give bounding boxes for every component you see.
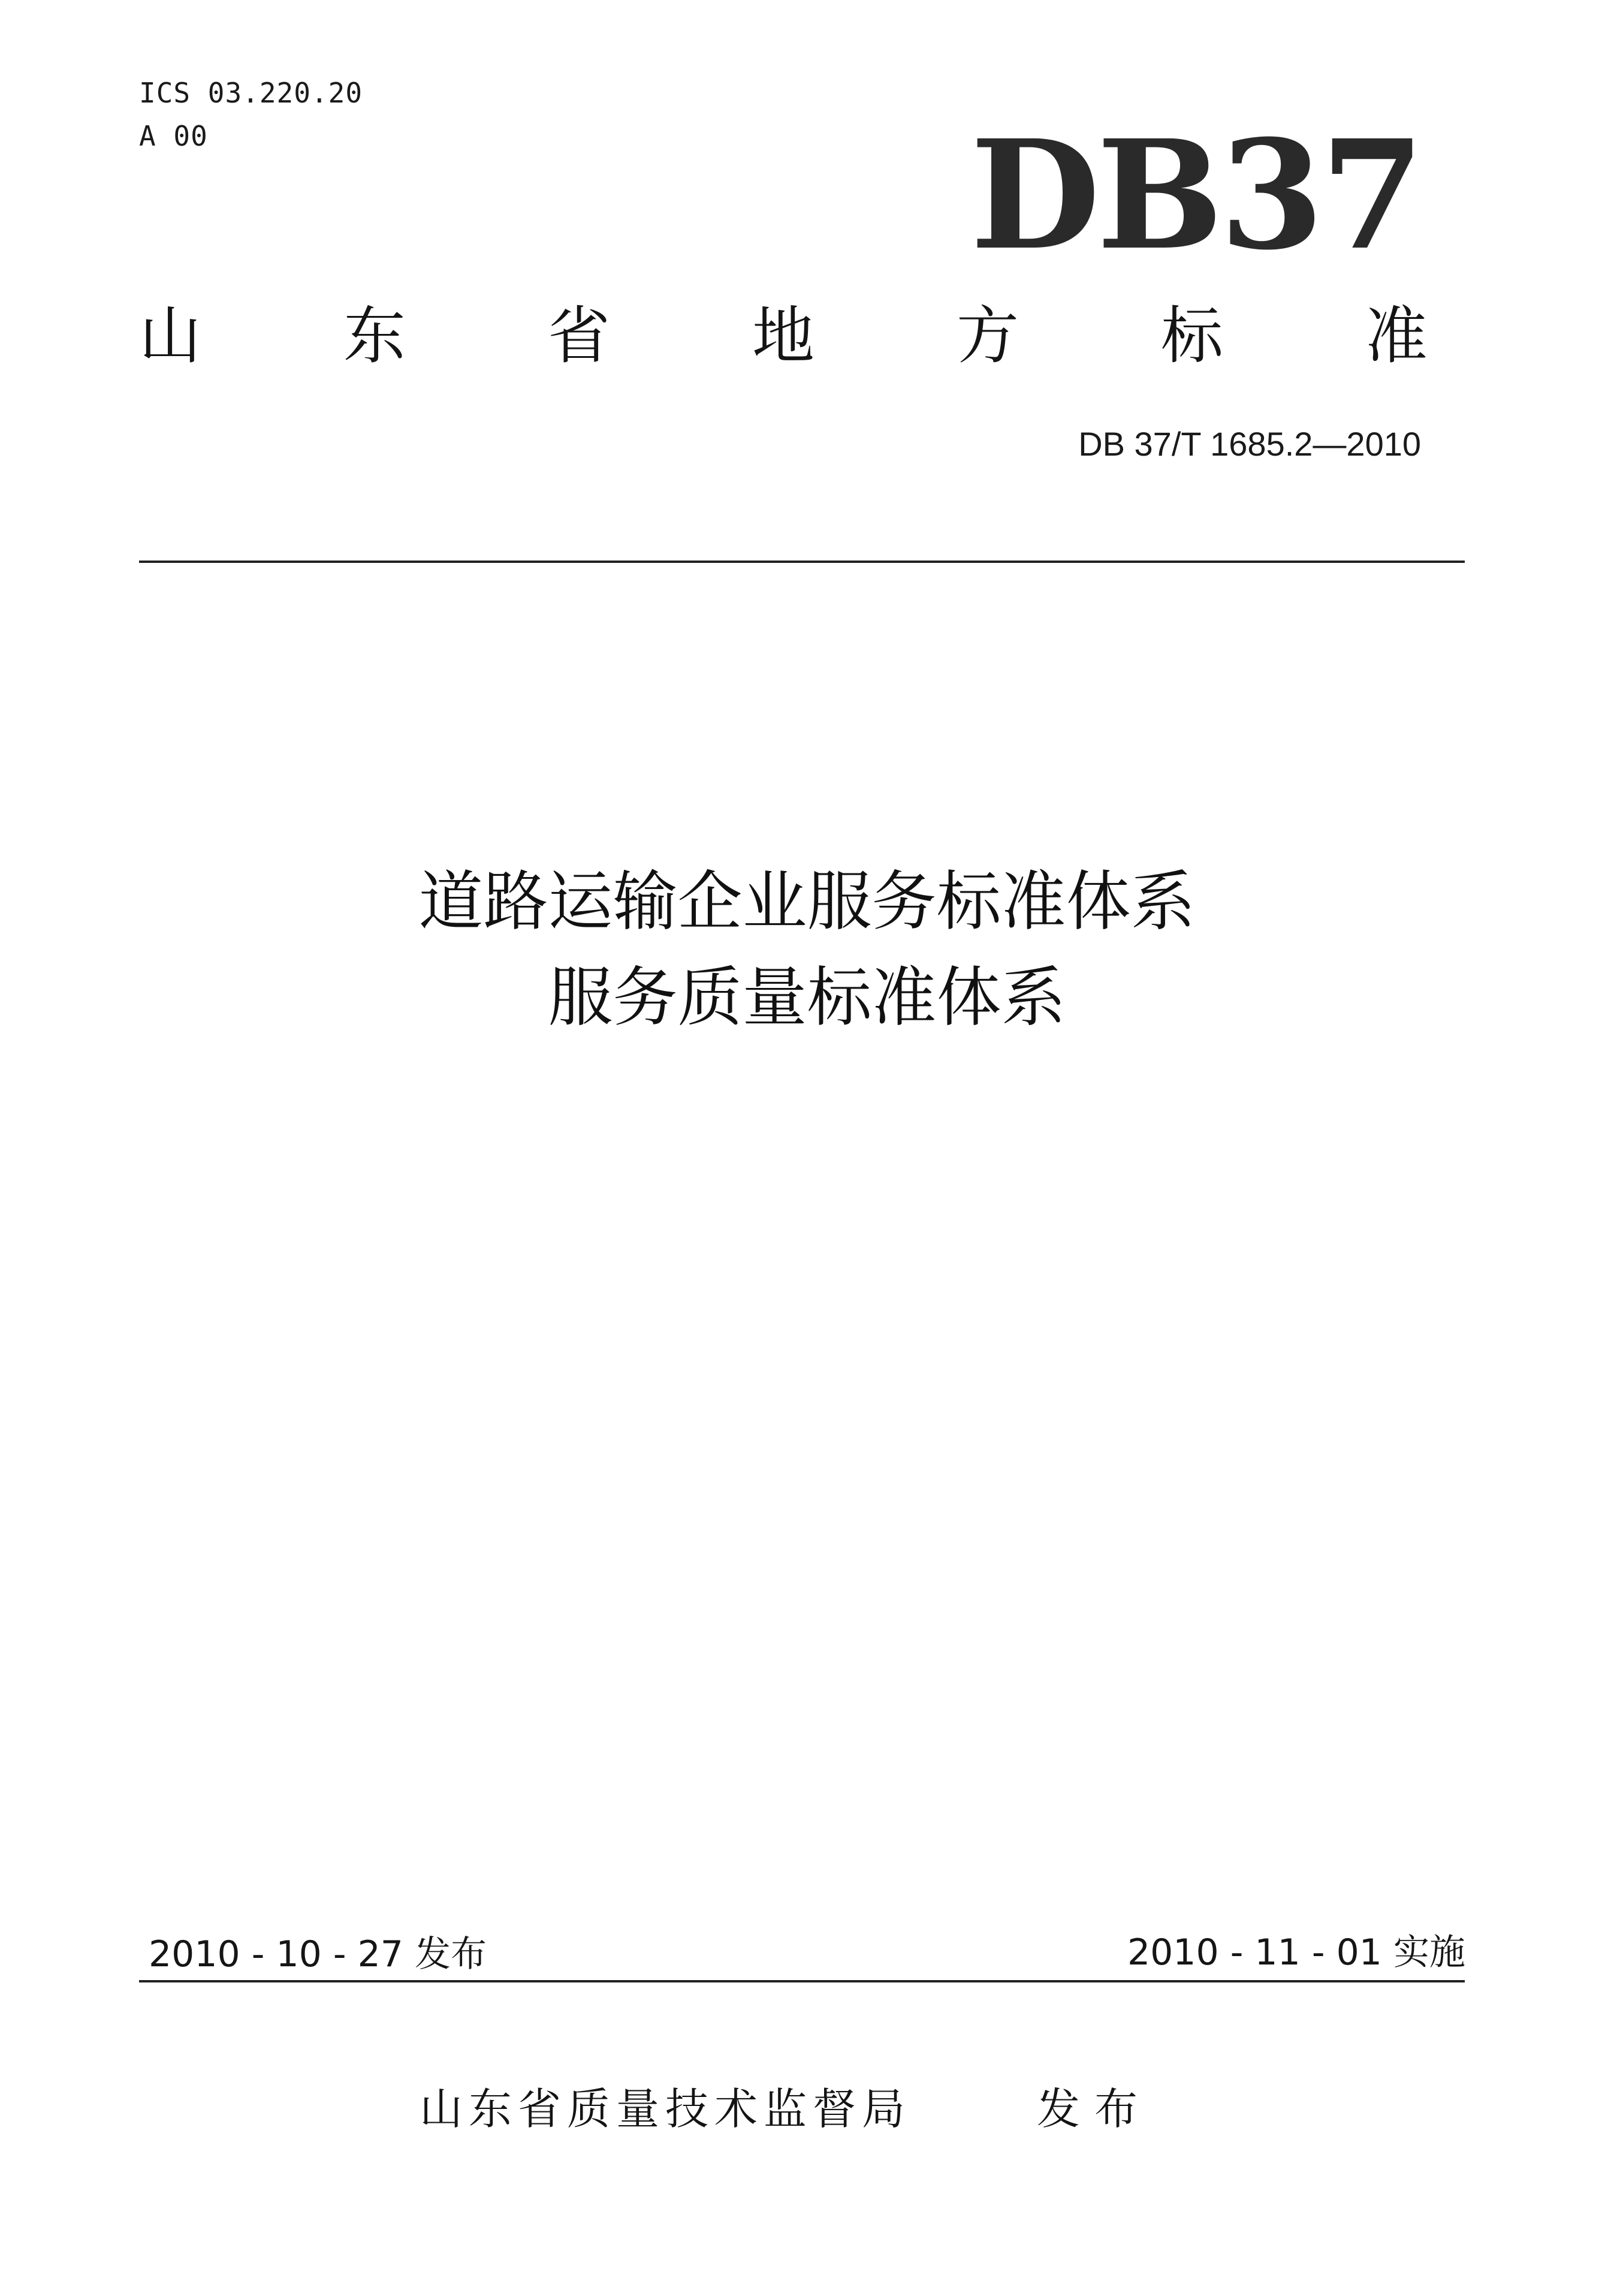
category-char: 东 [343, 299, 406, 372]
document-subtitle: 服务质量标准体系 [548, 960, 1066, 1035]
db37-logo: DB37 [970, 107, 1421, 283]
ccs-code: A 00 [139, 120, 208, 152]
category-char: 标 [1160, 299, 1223, 372]
ics-code: ICS 03.220.20 [139, 77, 363, 109]
document-title: 道路运输企业服务标准体系 [418, 864, 1196, 939]
issue-date: 2010 - 10 - 27 发布 [149, 1933, 487, 1975]
category-char: 地 [752, 299, 814, 372]
standard-number: DB 37/T 1685.2—2010 [1078, 425, 1421, 463]
top-divider [139, 561, 1465, 563]
standard-category [139, 300, 1428, 372]
category-char: 省 [547, 299, 610, 372]
bottom-divider [139, 1980, 1465, 1982]
category-char: 山 [139, 299, 202, 372]
issue-label: 发布 [1037, 2084, 1153, 2134]
implementation-date: 2010 - 11 - 01 实施 [1127, 1932, 1465, 1973]
category-char: 方 [956, 299, 1019, 372]
category-char: 准 [1365, 299, 1428, 372]
issuing-authority: 山东省质量技术监督局 [420, 2084, 912, 2134]
